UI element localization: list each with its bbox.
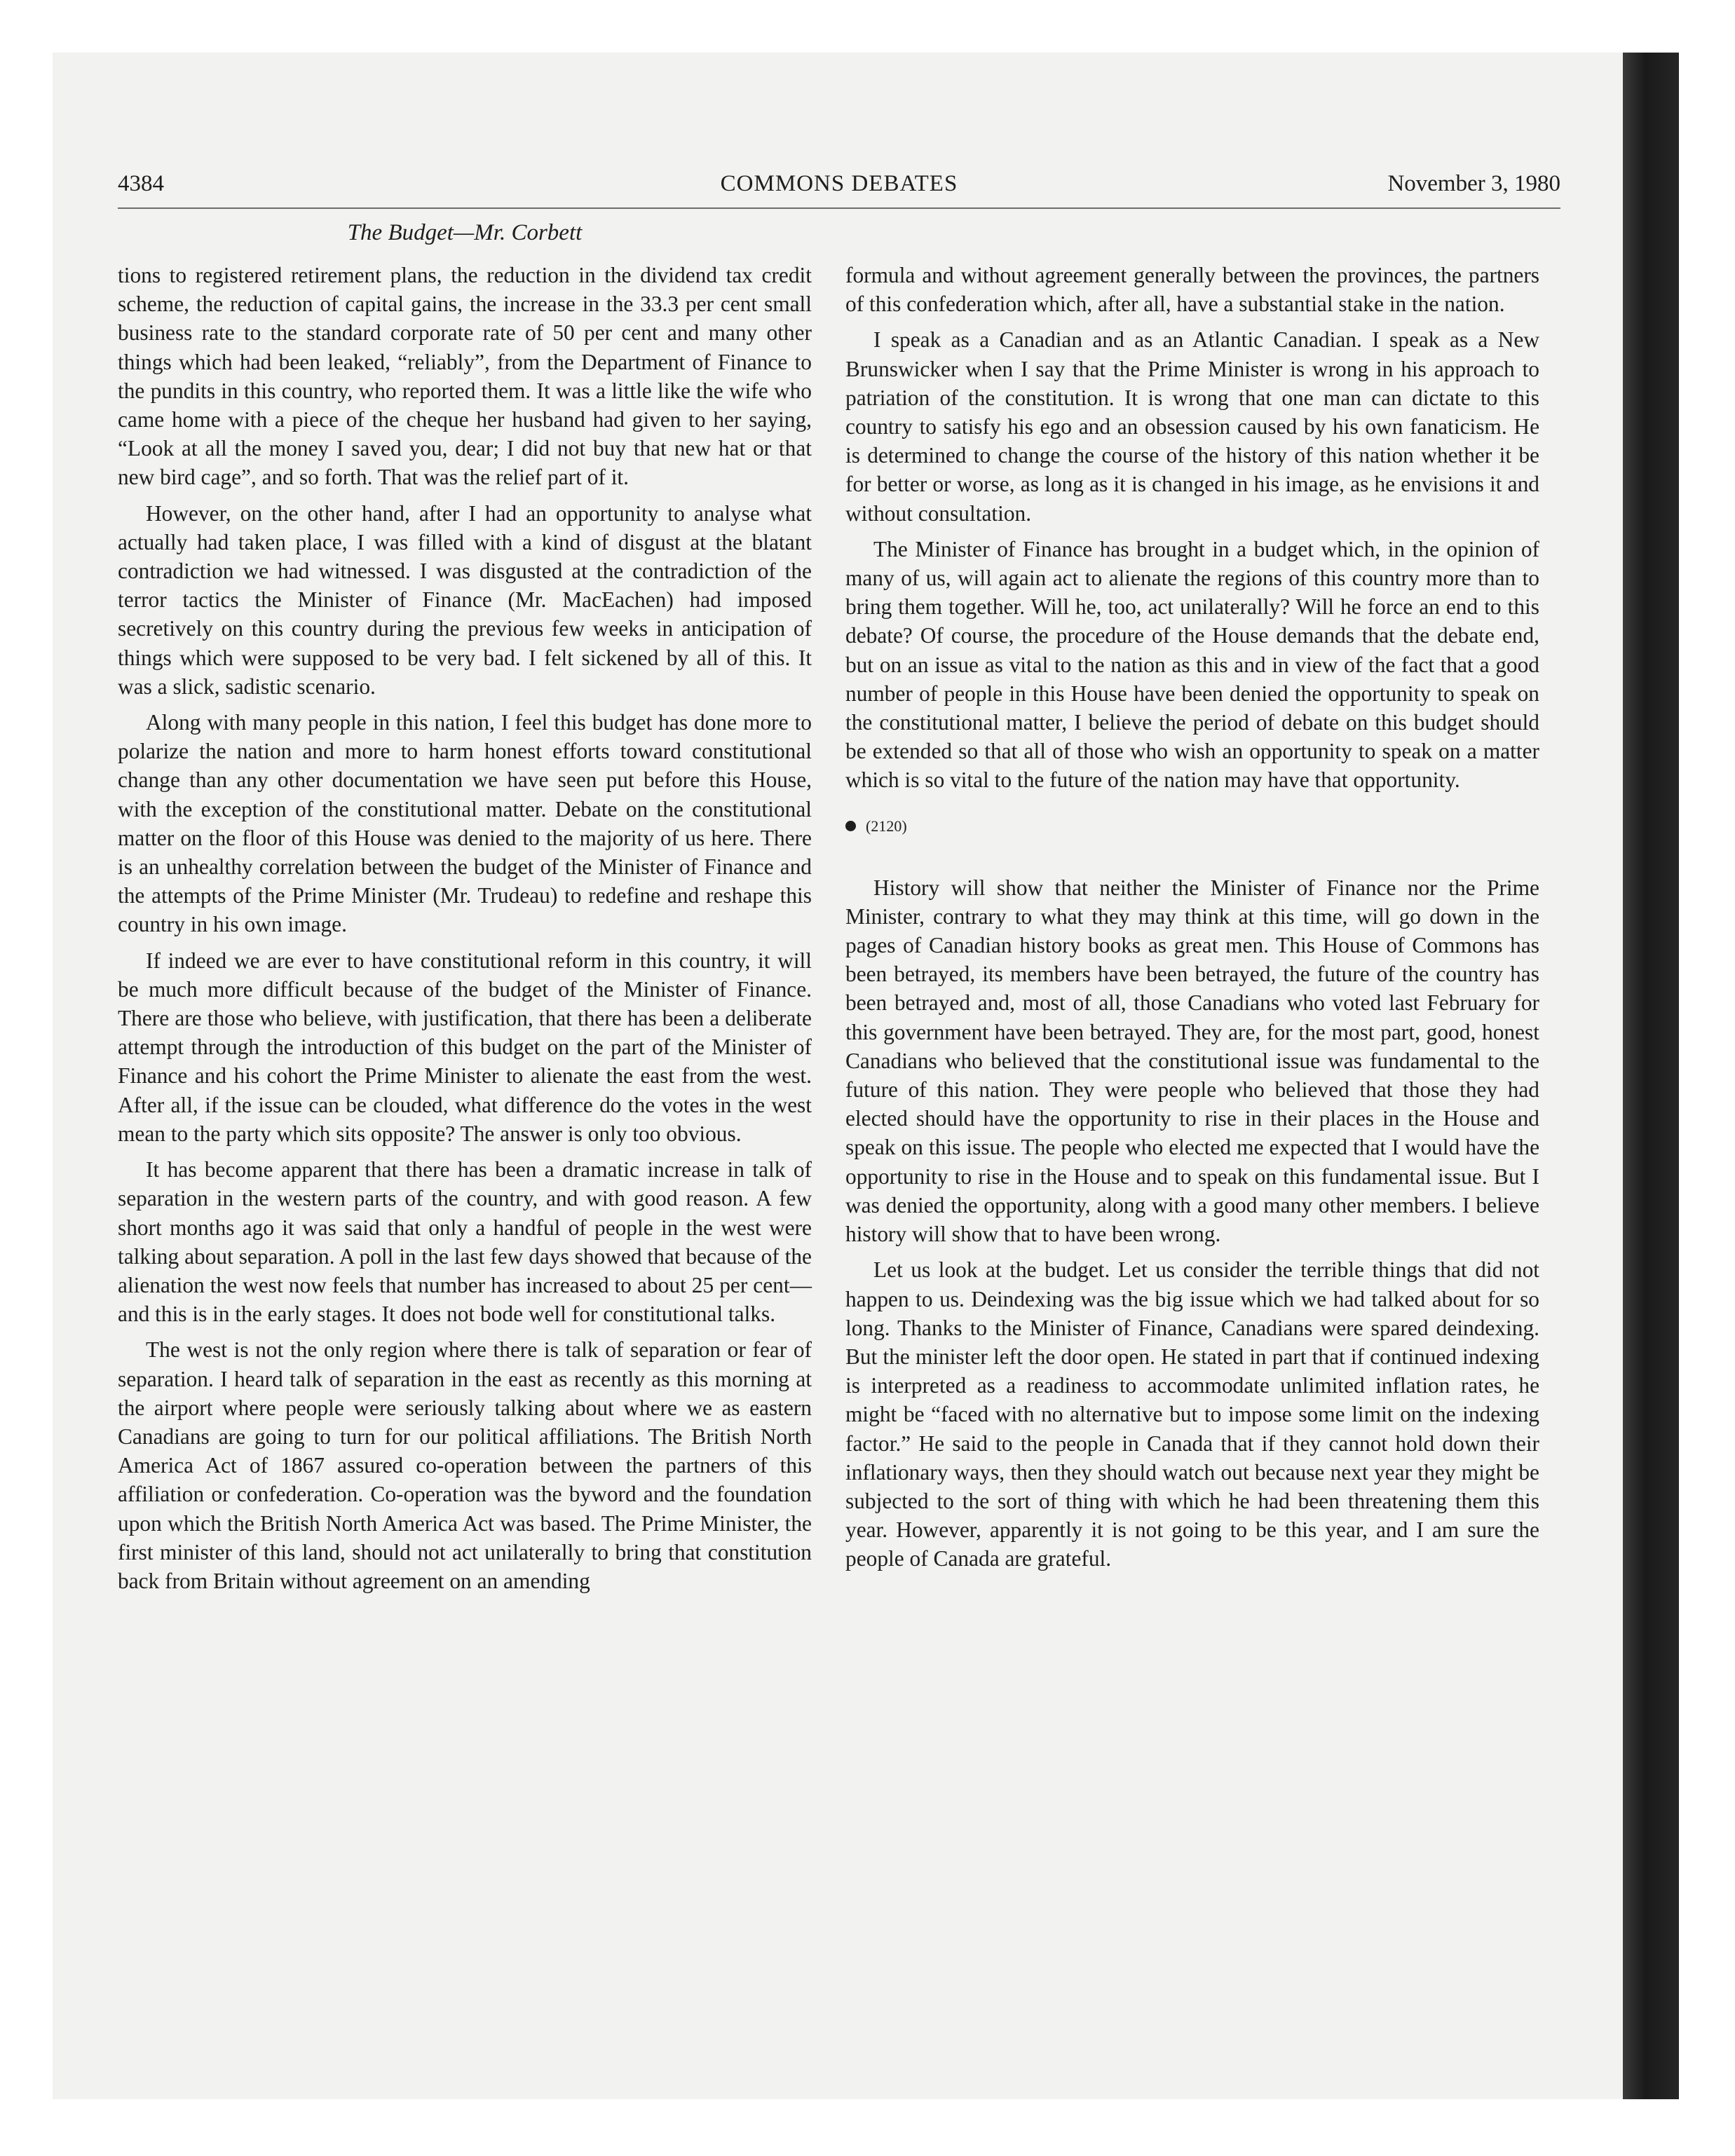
running-head: The Budget—Mr. Corbett (347, 220, 583, 245)
paragraph: However, on the other hand, after I had an opportunity to analyse what actually had taken place, I was filled with a kind of disgust at the blatant contradiction we had witnessed. I was disgusted at the contradiction of the terror tactics the Minister of Finance (Mr. MacEachen) had imposed secretively on this country during the previous few weeks in anticipation of things which were supposed to be very bad. I felt sickened by all of this. It was a slick, sadistic scenario. (118, 500, 812, 699)
bullet-dot-icon (845, 821, 856, 831)
paragraph: If indeed we are ever to have constitutional reform in this country, it will be much more difficult because of the budget of the Minister of Finance. There are those who believe, with justification, that there has been a deliberate attempt through the introduction of this budget on the part of the Minister of Finance and his cohort the Prime Minister to alienate the east from the west. After all, if the issue can be clouded, what difference do the votes in the west mean to the party which sits opposite? The answer is only too obvious. (118, 948, 812, 1146)
publication-title: COMMONS DEBATES (720, 171, 958, 196)
paragraph: formula and without agreement generally between the provinces, the partners of this confederation which, after all, have a substantial stake in the nation. (845, 263, 1539, 317)
paragraph: It has become apparent that there has been a dramatic increase in talk of separation in the western parts of the country, and with good reason. A few short months ago it was said that only a handful of people in the west were talking about separation. A poll in the last few days showed that because of the alienation the west now feels that number has increased to about 25 per cent—and this is in the early stages. It does not bode well for constitutional talks. (118, 1157, 812, 1327)
header-rule (118, 207, 1560, 209)
paragraph: Along with many people in this nation, I feel this budget has done more to polarize the nation and more to harm honest efforts toward constitutional change than any other documentation we have seen put before this House, with the exception of the constitutional matter. Debate on the constitutional matter on the floor of this House was denied to the majority of us here. There is an unhealthy correlation between the budget of the Minister of Finance and the attempts of the Prime Minister (Mr. Trudeau) to redefine and reshape this country in his own image. (118, 710, 812, 937)
paragraph: I speak as a Canadian and as an Atlantic Canadian. I speak as a New Brunswicker when I say that the Prime Minister is wrong in his approach to patriation of the constitution. It is wrong that one man can dictate to this country to satisfy his ego and an obsession caused by his own fanaticism. He is determined to change the course of the history of this nation whether it be for better or worse, as long as it is changed in his image, as he envisions it and without consultation. (845, 327, 1539, 526)
page-number: 4384 (118, 171, 164, 196)
right-column (845, 261, 1539, 1581)
header-date: November 3, 1980 (1387, 171, 1560, 196)
paragraph: tions to registered retirement plans, the reduction in the dividend tax credit scheme, the reduction of capital gains, the increase in the 33.3 per cent small business rate to the standard corporate rate of 50 per cent and many other things which had been leaked, “reliably”, from the Department of Finance to the pundits in this country, who reported them. It was a little like the wife who came home with a piece of the cheque her husband had given to her saying, “Look at all the money I saved you, dear; I did not buy that new hat or that new bird cage”, and so forth. That was the relief part of it. (118, 263, 812, 490)
paragraph: The west is not the only region where there is talk of separation or fear of separation. I heard talk of separation in the east as recently as this morning at the airport where people were seriously talking about where we as eastern Canadians are going to turn for our political affiliations. The British North America Act of 1867 assured co-operation between the partners of this affiliation or confederation. Co-operation was the byword and the foundation upon which the British North America Act was based. The Prime Minister, the first minister of this land, should not act unilaterally to bring that constitution back from Britain without agreement on an amending (118, 1337, 812, 1593)
time-marker (845, 816, 1539, 837)
left-column (118, 261, 812, 1602)
paragraph: History will show that neither the Minister of Finance nor the Prime Minister, contrary to what they may think at this time, will go down in the pages of Canadian history books as great men. This House of Commons has been betrayed, its members have been betrayed, the future of the country has been betrayed and, most of all, those Canadians who voted last February for this government have been betrayed. They are, for the most part, good, honest Canadians who believed that the constitutional issue was fundamental to the future of this nation. They were people who believed that those they had elected should have the opportunity to rise in their places in the House and speak on this issue. The people who elected me expected that I would have the opportunity to rise in the House and to speak on this fundamental issue. But I was denied the opportunity, along with a good many other members. I believe history will show that to have been wrong. (845, 875, 1539, 1247)
paragraph: The Minister of Finance has brought in a budget which, in the opinion of many of us, will again act to alienate the regions of this country more than to bring them together. Will he, too, act unilaterally? Will he force an end to this debate? Of course, the procedure of the House demands that the debate end, but on an issue as vital to the nation as this and in view of the fact that a good number of people in this House have been denied the opportunity to speak on the constitutional matter, I believe the period of debate on this budget should be extended so that all of those who wish an opportunity to speak on a matter which is so vital to the future of the nation may have that opportunity. (845, 536, 1539, 793)
page-header (118, 171, 1560, 210)
paragraph: Let us look at the budget. Let us consider the terrible things that did not happen to us. Deindexing was the big issue which we had talked about for so long. Thanks to the Minister of Finance, Canadians were spared deindexing. But the minister left the door open. He stated in part that if continued indexing is interpreted as a readiness to accommodate unlimited inflation rates, he might be “faced with no alternative but to impose some limit on the indexing factor.” He said to the people in Canada that if they cannot hold down their inflationary ways, then they should watch out because next year they might be subjected to the sort of thing with which he had been threatening them this year. However, apparently it is not going to be this year, and I am sure the people of Canada are grateful. (845, 1257, 1539, 1571)
scan-edge-shadow (1623, 53, 1679, 2099)
time-marker-label: (2120) (866, 817, 907, 835)
